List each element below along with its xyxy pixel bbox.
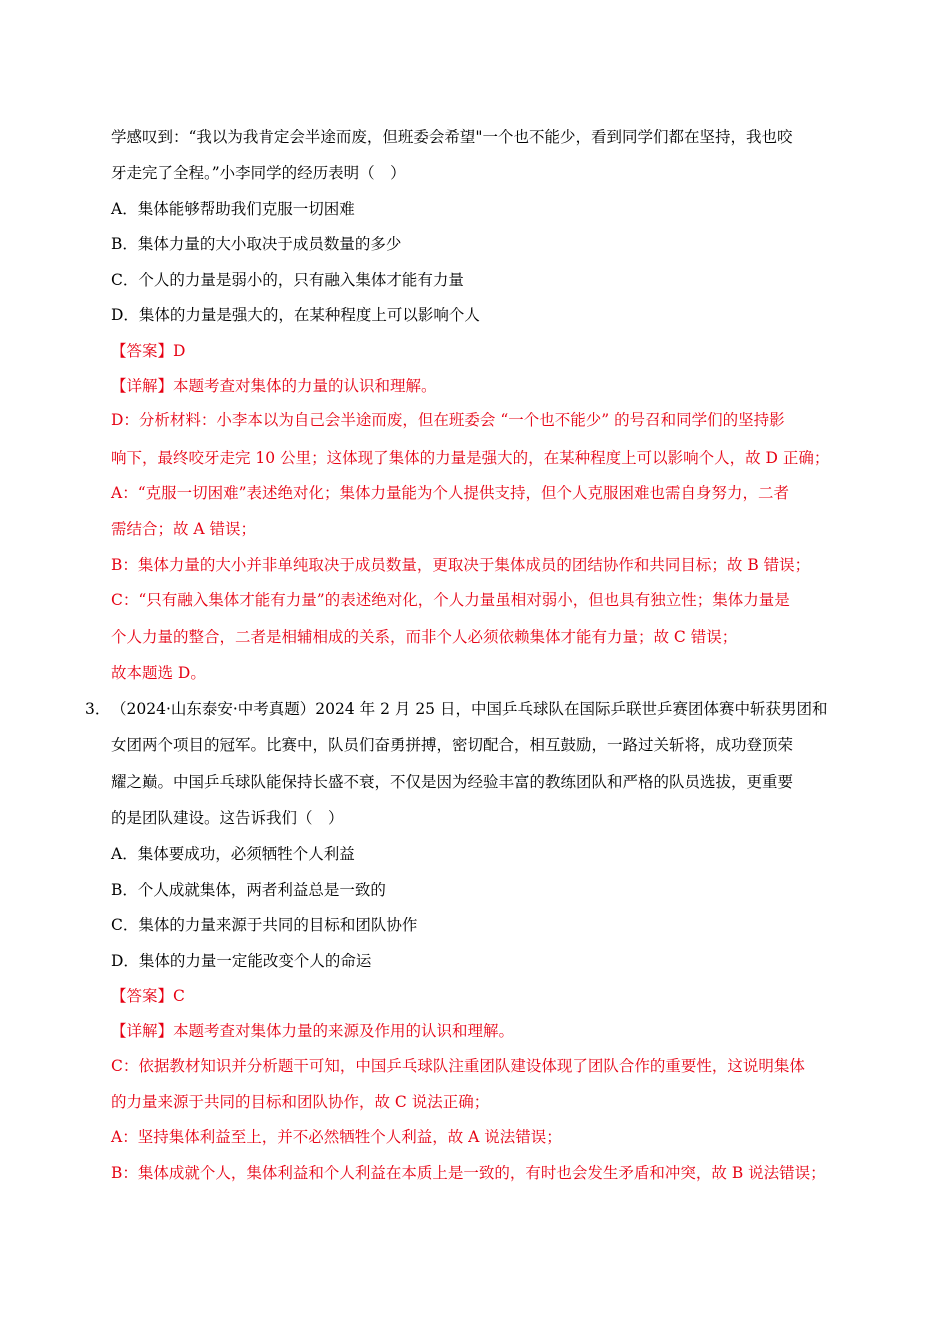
prev-analysis-line-9: 故本题选 D。 (111, 664, 206, 682)
q3-analysis-line-4: A：坚持集体利益至上，并不必然牺牲个人利益，故 A 说法错误； (111, 1128, 562, 1146)
prev-analysis-line-3: 响下，最终咬牙走完 10 公里；这体现了集体的力量是强大的，在某种程度上可以影响个人，故 D 正确； (111, 449, 830, 467)
question-number: 3． (85, 700, 111, 718)
prev-analysis-line-1: 【详解】本题考查对集体的力量的认识和理解。 (111, 377, 437, 395)
prev-option-c: C．个人的力量是弱小的，只有融入集体才能有力量 (111, 271, 464, 289)
q3-stem-line-2: 女团两个项目的冠军。比赛中，队员们奋勇拼搏，密切配合，相互鼓励，一路过关斩将，成功登顶荣 (111, 736, 794, 754)
q3-stem-line-3: 耀之巅。中国乒乓球队能保持长盛不衰，不仅是因为经验丰富的教练团队和严格的队员选拔，更重要 (111, 773, 794, 791)
q3-analysis-line-3: 的力量来源于共同的目标和团队协作，故 C 说法正确； (111, 1093, 490, 1111)
prev-option-d: D．集体的力量是强大的，在某种程度上可以影响个人 (111, 306, 480, 324)
prev-stem-line-1: 学感叹到：“我以为我肯定会半途而废，但班委会希望"一个也不能少，看到同学们都在坚持，我也咬 (111, 128, 793, 146)
prev-option-b: B．集体力量的大小取决于成员数量的多少 (111, 235, 402, 253)
prev-analysis-line-5: 需结合；故 A 错误； (111, 520, 257, 538)
prev-stem-line-2: 牙走完了全程。”小李同学的经历表明（ ） (111, 164, 406, 182)
prev-option-a: A．集体能够帮助我们克服一切困难 (111, 200, 355, 218)
q3-analysis-line-1: 【详解】本题考查对集体力量的来源及作用的认识和理解。 (111, 1022, 515, 1040)
q3-analysis-line-5: B：集体成就个人，集体利益和个人利益在本质上是一致的，有时也会发生矛盾和冲突，故 B 说法错误； (111, 1164, 826, 1182)
prev-answer: 【答案】D (111, 342, 186, 360)
prev-analysis-line-4: A：“克服一切困难”表述绝对化；集体力量能为个人提供支持，但个人克服困难也需自身努力，二者 (111, 484, 790, 502)
q3-option-a: A．集体要成功，必须牺牲个人利益 (111, 845, 355, 863)
q3-option-b: B．个人成就集体，两者利益总是一致的 (111, 881, 386, 899)
q3-analysis-line-2: C：依据教材知识并分析题干可知，中国乒乓球队注重团队建设体现了团队合作的重要性，这说明集体 (111, 1057, 805, 1075)
prev-analysis-line-8: 个人力量的整合，二者是相辅相成的关系，而非个人必须依赖集体才能有力量；故 C 错误； (111, 628, 738, 646)
prev-analysis-line-6: B：集体力量的大小并非单纯取决于成员数量，更取决于集体成员的团结协作和共同目标；故 B 错误； (111, 556, 811, 574)
q3-stem-line-1: （2024·山东泰安·中考真题）2024 年 2 月 25 日，中国乒乓球队在国际乒联世乒赛团体赛中斩获男团和 (111, 700, 828, 718)
q3-stem-line-4: 的是团队建设。这告诉我们（ ） (111, 809, 344, 827)
prev-analysis-line-7: C：“只有融入集体才能有力量”的表述绝对化，个人力量虽相对弱小，但也具有独立性；集体力量是 (111, 591, 790, 609)
q3-answer: 【答案】C (111, 987, 185, 1005)
q3-option-c: C．集体的力量来源于共同的目标和团队协作 (111, 916, 418, 934)
q3-option-d: D．集体的力量一定能改变个人的命运 (111, 952, 372, 970)
prev-analysis-line-2: D：分析材料：小李本以为自己会半途而废，但在班委会 “一个也不能少” 的号召和同学们的坚持影 (111, 411, 785, 429)
